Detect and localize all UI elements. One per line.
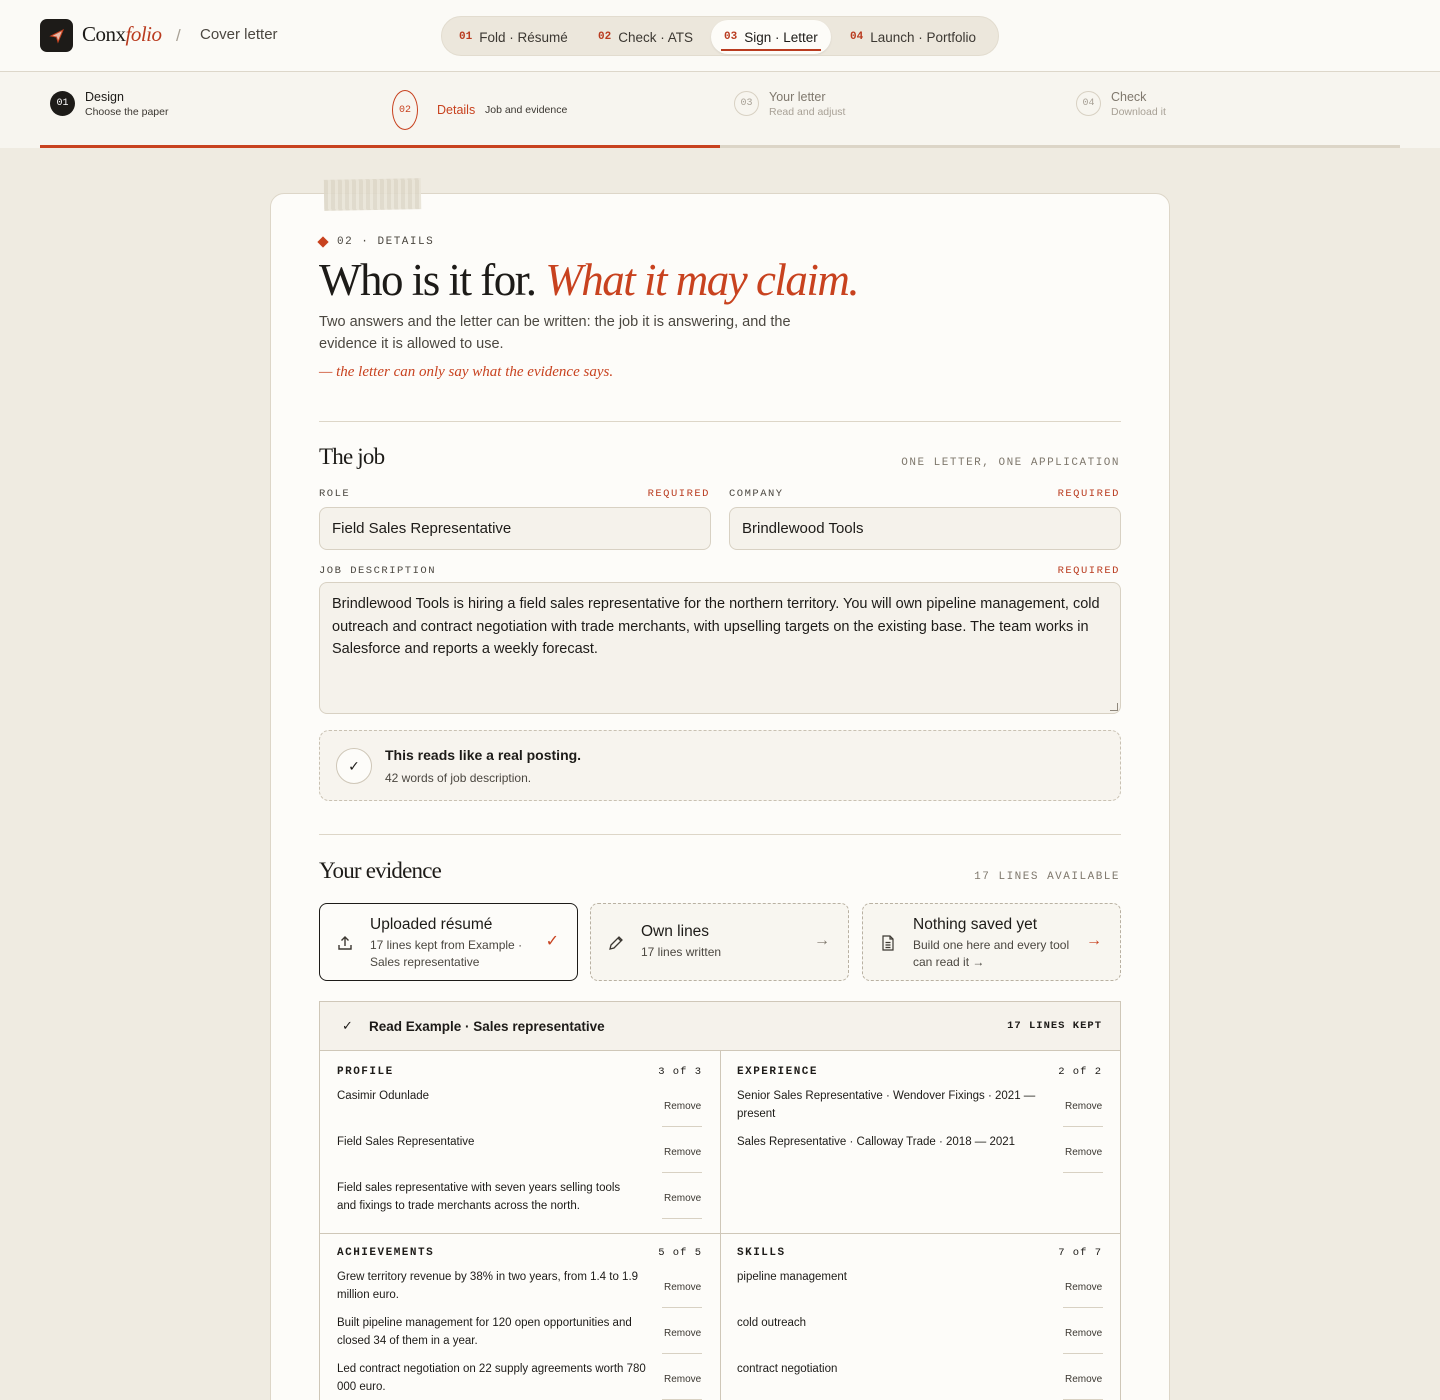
company-required-badge: REQUIRED <box>1057 488 1120 500</box>
script-note: — the letter can only say what the evidence says. <box>319 364 614 380</box>
group-title-achievements: ACHIEVEMENTS <box>337 1247 435 1259</box>
source-subtitle: 17 lines written <box>641 945 722 959</box>
group-title-profile: PROFILE <box>337 1066 394 1078</box>
resume-line: Casimir Odunlade <box>337 1090 430 1102</box>
remove-button[interactable]: Remove <box>664 1193 702 1204</box>
divider <box>662 1218 702 1219</box>
step-subtitle: Download it <box>1111 106 1166 118</box>
remove-button[interactable]: Remove <box>664 1101 702 1112</box>
resume-line: pipeline management <box>737 1271 847 1283</box>
evidence-section-meta: 17 LINES AVAILABLE <box>974 871 1120 883</box>
resize-handle-icon[interactable] <box>1110 703 1118 711</box>
evidence-section-title: Your evidence <box>319 858 442 883</box>
source-title: Own lines <box>641 923 710 940</box>
upload-icon <box>336 934 354 952</box>
role-required-badge: REQUIRED <box>647 488 710 500</box>
divider <box>319 834 1121 835</box>
group-count: 3 of 3 <box>658 1066 702 1078</box>
job-description-text: Brindlewood Tools is hiring a field sales representative for the northern territory. You will own pipeline management, cold outreach and contract negotiation with trade merchants, with upselling targets on the existing base. The team works in Salesforce and reports a weekly forecast. <box>332 596 1100 657</box>
remove-button[interactable]: Remove <box>1065 1147 1103 1158</box>
job-check-notice <box>319 730 1121 801</box>
row-divider <box>320 1233 1120 1234</box>
resume-line: Built pipeline management for 120 open opportunities and closed 34 of them in a year. <box>337 1317 632 1347</box>
resume-line: cold outreach <box>737 1317 807 1329</box>
company-input[interactable]: Brindlewood Tools <box>729 507 1121 550</box>
check-icon: ✓ <box>545 933 559 950</box>
resume-panel-title: Read Example · Sales representative <box>369 1019 605 1034</box>
step-title: Your letter <box>769 90 826 104</box>
stepper-progress-fill <box>40 145 720 148</box>
resume-lines-kept: 17 LINES KEPT <box>1007 1020 1102 1032</box>
tab-launch-portfolio[interactable]: 04 Launch · Portfolio <box>850 29 977 45</box>
source-own-lines[interactable] <box>590 903 849 981</box>
page-title: Who is it for. What it may claim. <box>319 255 859 305</box>
brand-name[interactable]: Conxfolio <box>82 22 162 46</box>
role-label: ROLE <box>319 488 351 500</box>
group-count: 5 of 5 <box>658 1247 702 1259</box>
divider <box>1063 1307 1103 1308</box>
remove-button[interactable]: Remove <box>664 1328 702 1339</box>
breadcrumb-separator: / <box>176 26 181 45</box>
group-title-experience: EXPERIENCE <box>737 1066 819 1078</box>
resume-panel-header <box>320 1002 1120 1051</box>
tab-check-ats[interactable]: 02 Check · ATS <box>598 29 693 45</box>
remove-button[interactable]: Remove <box>1065 1282 1103 1293</box>
remove-button[interactable]: Remove <box>664 1282 702 1293</box>
arrow-right-icon: → <box>1086 932 1102 949</box>
job-description-label: JOB DESCRIPTION <box>319 565 437 577</box>
resume-line: Led contract negotiation on 22 supply agreements worth 780 000 euro. <box>337 1363 646 1393</box>
check-icon: ✓ <box>336 748 372 784</box>
section-eyebrow: 02 · DETAILS <box>319 236 434 248</box>
stepper <box>0 72 1440 148</box>
diamond-icon <box>317 236 328 247</box>
resume-line: Grew territory revenue by 38% in two years, from 1.4 to 1.9 million euro. <box>337 1271 639 1301</box>
source-subtitle: 17 lines kept from Example · Sales representative <box>370 938 523 969</box>
column-divider <box>720 1051 721 1400</box>
divider <box>662 1307 702 1308</box>
group-count: 2 of 2 <box>1058 1066 1102 1078</box>
notice-title: This reads like a real posting. <box>385 747 582 763</box>
step-subtitle: Job and evidence <box>485 104 568 116</box>
job-description-required-badge: REQUIRED <box>1057 565 1120 577</box>
pencil-icon <box>607 934 625 952</box>
group-title-skills: SKILLS <box>737 1247 786 1259</box>
top-bar <box>0 0 1440 72</box>
step-number: 02 <box>392 90 418 130</box>
step-subtitle: Choose the paper <box>85 106 169 118</box>
step-subtitle: Read and adjust <box>769 106 846 118</box>
remove-button[interactable]: Remove <box>664 1147 702 1158</box>
divider <box>319 421 1121 422</box>
page-lede: Two answers and the letter can be written: the job it is answering, and the evidence it is allowed to use. <box>319 314 791 352</box>
divider <box>662 1172 702 1173</box>
remove-button[interactable]: Remove <box>1065 1328 1103 1339</box>
breadcrumb: Cover letter <box>200 26 278 43</box>
remove-button[interactable]: Remove <box>1065 1374 1103 1385</box>
divider <box>1063 1172 1103 1173</box>
group-count: 7 of 7 <box>1058 1247 1102 1259</box>
resume-line: Sales Representative · Calloway Trade · 2018 — 2021 <box>737 1136 1016 1148</box>
logo-icon[interactable] <box>40 19 73 52</box>
divider <box>662 1353 702 1354</box>
step-number: 03 <box>734 91 759 116</box>
source-subtitle: Build one here and every tool can read it → <box>913 938 1070 969</box>
tab-sign-letter[interactable]: 03 Sign · Letter <box>711 20 831 54</box>
company-label: COMPANY <box>729 488 784 500</box>
resume-line: Field Sales Representative <box>337 1136 475 1148</box>
step-number: 01 <box>50 91 75 116</box>
remove-button[interactable]: Remove <box>664 1374 702 1385</box>
stepper-progress-track <box>40 145 1400 148</box>
resume-line: Senior Sales Representative · Wendover Fixings · 2021 — present <box>737 1090 1036 1120</box>
divider <box>662 1126 702 1127</box>
resume-line: contract negotiation <box>737 1363 838 1375</box>
source-uploaded-resume[interactable] <box>319 903 578 981</box>
tab-fold-resume[interactable]: 01 Fold · Résumé <box>459 29 568 45</box>
remove-button[interactable]: Remove <box>1065 1101 1103 1112</box>
notice-subtitle: 42 words of job description. <box>385 771 532 785</box>
source-title: Uploaded résumé <box>370 916 493 933</box>
divider <box>1063 1126 1103 1127</box>
job-section-title: The job <box>319 444 385 469</box>
resume-lines-panel <box>319 1001 1121 1400</box>
tape-decoration <box>324 178 422 211</box>
document-icon <box>879 934 897 952</box>
role-input[interactable]: Field Sales Representative <box>319 507 711 550</box>
app-tabs <box>441 16 999 56</box>
job-description-textarea[interactable] <box>319 582 1121 714</box>
arrow-right-icon: → <box>814 932 830 949</box>
divider <box>1063 1353 1103 1354</box>
job-section-meta: ONE LETTER, ONE APPLICATION <box>901 457 1120 469</box>
source-title: Nothing saved yet <box>913 916 1038 933</box>
resume-line: Field sales representative with seven years selling tools and fixings to trade merchants across the north. <box>337 1182 621 1212</box>
step-title: Details <box>437 103 476 117</box>
step-title: Check <box>1111 90 1147 104</box>
source-saved[interactable] <box>862 903 1121 981</box>
check-icon: ✓ <box>342 1018 353 1033</box>
step-title: Design <box>85 90 124 104</box>
step-number: 04 <box>1076 91 1101 116</box>
